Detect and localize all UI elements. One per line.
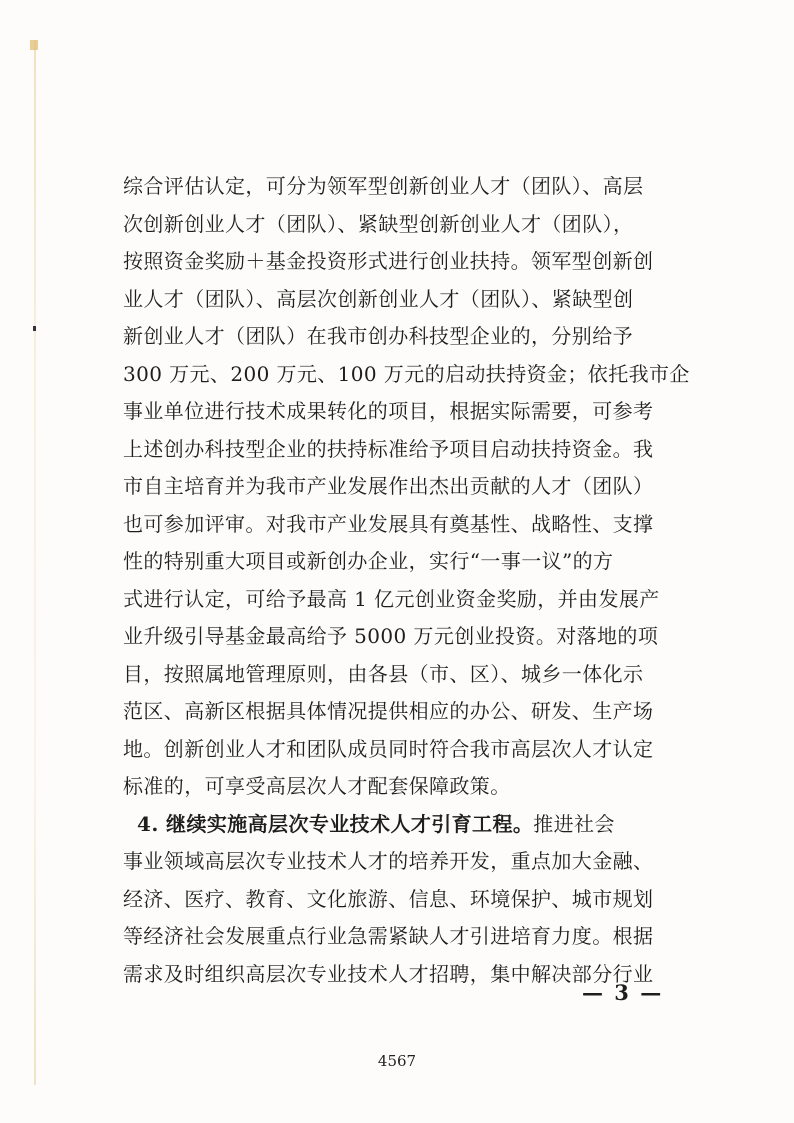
paragraph-line-11: 性的特别重大项目或新创办企业，实行“一事一议”的方: [123, 549, 614, 573]
section-line-2: 事业领域高层次专业技术人才的培养开发，重点加大金融、: [123, 849, 654, 873]
paragraph-line-16: 地。创新创业人才和团队成员同时符合我市高层次人才认定: [123, 736, 654, 761]
paragraph-line-9: 市自主培育并为我市产业发展作出杰出贡献的人才（团队）: [123, 474, 654, 498]
paragraph-line-5: 新创业人才（团队）在我市创办科技型企业的，分别给予: [123, 324, 633, 348]
paragraph-line-7: 事业单位进行技术成果转化的项目，根据实际需要，可参考: [123, 399, 654, 423]
binding-dot: [33, 326, 36, 331]
section-line-5: 需求及时组织高层次专业技术人才招聘，集中解决部分行业: [123, 961, 654, 986]
stamp-id: 4567: [377, 1052, 417, 1070]
section-line-4: 等经济社会发展重点行业急需紧缺人才引进培育力度。根据: [123, 924, 654, 948]
paragraph-line-3: 按照资金奖励＋基金投资形式进行创业扶持。领军型创新创: [123, 249, 654, 273]
paragraph-line-1: 综合评估认定，可分为领军型创新创业人才（团队）、高层: [123, 174, 644, 198]
corner-mark: [30, 40, 38, 50]
section-line-1-rest: 推进社会: [533, 811, 615, 836]
paragraph-line-2: 次创新创业人才（团队）、紧缺型创新创业人才（团队），: [123, 211, 634, 236]
paragraph-line-8: 上述创办科技型企业的扶持标准给予项目启动扶持资金。我: [123, 436, 654, 461]
paragraph-line-14: 目，按照属地管理原则，由各县（市、区）、城乡一体化示: [123, 661, 644, 686]
page-number: — 3 —: [582, 980, 664, 1005]
paragraph-line-12: 式进行认定，可给予最高 1 亿元创业资金奖励，并由发展产: [123, 586, 660, 611]
paragraph-line-13: 业升级引导基金最高给予 5000 万元创业投资。对落地的项: [123, 624, 659, 648]
paragraph-line-10: 也可参加评审。对我市产业发展具有奠基性、战略性、支撑: [123, 511, 654, 536]
paragraph-line-17: 标准的，可享受高层次人才配套保障政策。: [123, 774, 511, 798]
section-heading: 4. 继续实施高层次专业技术人才引育工程。: [137, 811, 534, 836]
page-left-edge: [34, 40, 36, 1085]
section-line-3: 经济、医疗、教育、文化旅游、信息、环境保护、城市规划: [123, 886, 654, 911]
document-body: [123, 168, 690, 993]
paragraph-line-15: 范区、高新区根据具体情况提供相应的办公、研发、生产场: [123, 699, 654, 723]
paragraph-line-4: 业人才（团队）、高层次创新创业人才（团队）、紧缺型创: [123, 286, 634, 311]
section-line-1: [123, 806, 683, 844]
paragraph-line-6: 300 万元、200 万元、100 万元的启动扶持资金；依托我市企: [123, 361, 690, 386]
